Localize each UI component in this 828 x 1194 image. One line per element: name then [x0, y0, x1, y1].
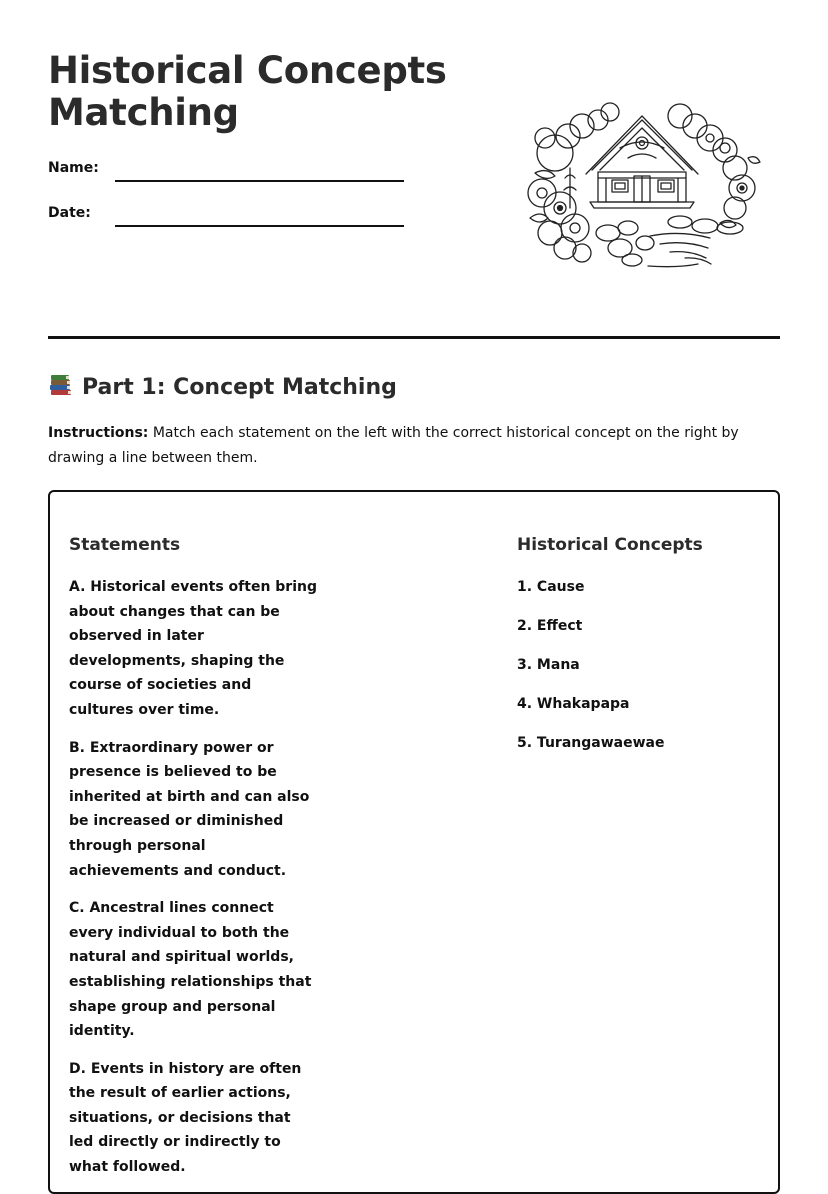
statement-d: D. Events in history are often the result of earlier actions, situations, or decisions that led directly or indirectly to what followed. [69, 1060, 302, 1176]
concept-1: 1. Cause [517, 579, 585, 595]
concepts-heading: Historical Concepts [517, 535, 703, 555]
instructions-text: Match each statement on the left with the correct historical concept on the right by drawing a line between them. [48, 425, 739, 466]
books-icon [48, 373, 74, 397]
name-answer-line [115, 180, 404, 182]
instructions-label: Instructions: [48, 425, 149, 441]
date-label: Date: [48, 205, 91, 221]
concepts-column [517, 532, 757, 770]
statements-column [69, 532, 319, 1193]
name-label: Name: [48, 160, 99, 176]
instructions [48, 421, 780, 471]
part1-title: Part 1: Concept Matching [82, 375, 397, 400]
matching-box [48, 490, 780, 1194]
statement-a: A. Historical events often bring about changes that can be observed in later developments, shaping the course of societies and cultures over time. [69, 579, 318, 718]
date-field-row [48, 203, 408, 229]
statement-b: B. Extraordinary power or presence is believed to be inherited at birth and can also be increased or diminished through personal achievements and conduct. [69, 739, 310, 879]
statements-heading: Statements [69, 535, 181, 555]
concept-5: 5. Turangawaewae [517, 735, 665, 751]
date-answer-line [115, 225, 404, 227]
page-title: Historical Concepts Matching [48, 49, 447, 134]
concept-3: 3. Mana [517, 657, 580, 673]
section-divider [48, 336, 780, 339]
statement-c: C. Ancestral lines connect every individual to both the natural and spiritual worlds, establishing relationships that shape group and personal identity. [69, 900, 312, 1040]
part1-heading [48, 373, 397, 403]
house-garden-illustration [520, 98, 765, 273]
name-field-row [48, 158, 408, 184]
concept-2: 2. Effect [517, 618, 583, 634]
concept-4: 4. Whakapapa [517, 696, 630, 712]
